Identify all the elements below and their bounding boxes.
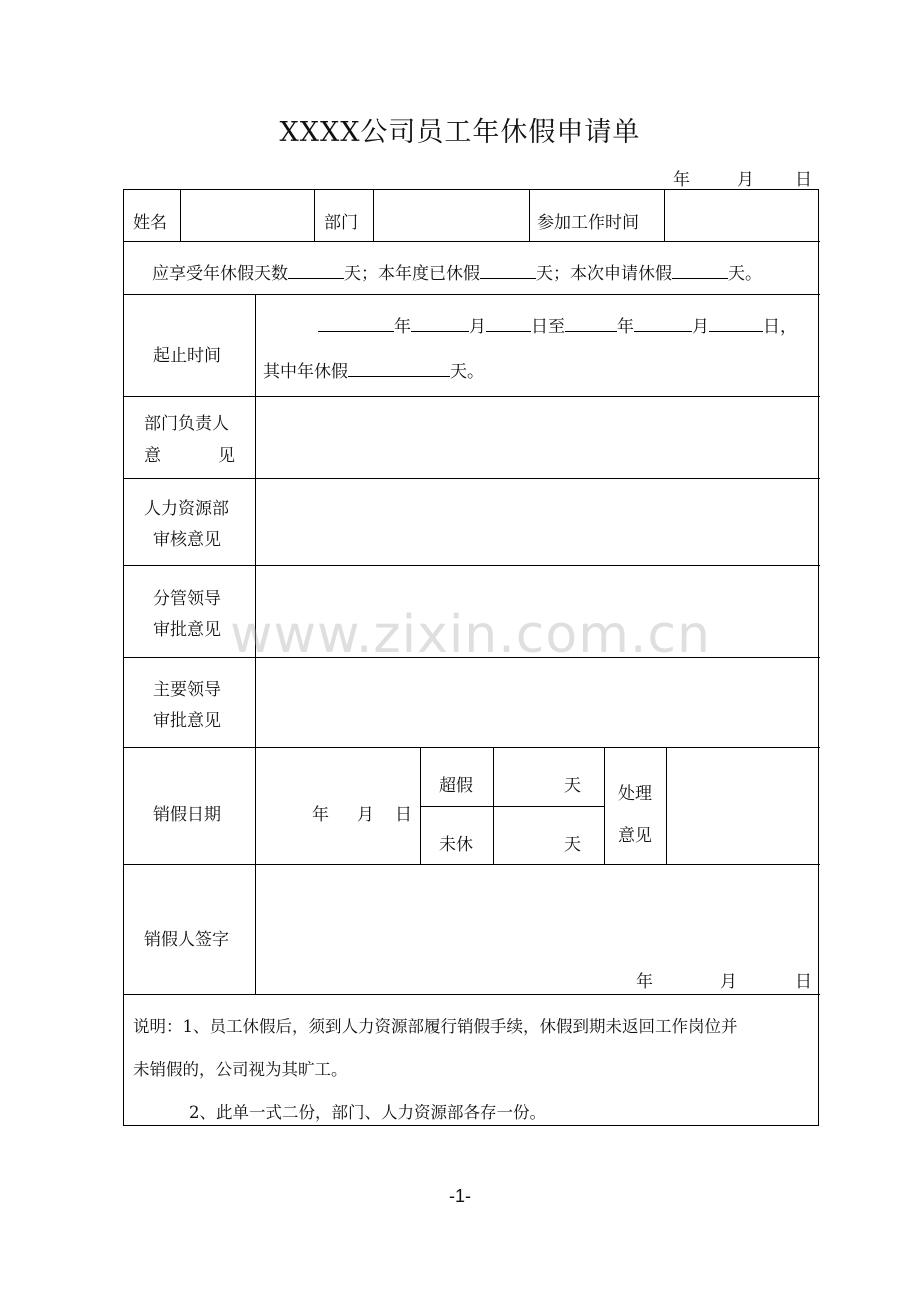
period-date-line xyxy=(318,317,797,336)
dept-head-label-line2b: 见 xyxy=(218,446,235,466)
chief-label-line1: 主要领导 xyxy=(153,680,221,700)
entitled-days-label: 应享受年休假天数 xyxy=(152,264,288,284)
request-days-label: 天；本次申请休假 xyxy=(536,264,672,284)
dept-head-opinion-field[interactable] xyxy=(257,398,818,476)
entitled-days-blank[interactable] xyxy=(288,264,344,279)
cancel-date-day: 日 xyxy=(395,805,412,825)
watermark: www.zixin.com.cn xyxy=(230,605,711,665)
header-date-year: 年 xyxy=(673,170,690,190)
signer-date-year: 年 xyxy=(636,972,653,992)
overdue-label: 超假 xyxy=(439,776,473,796)
header-date-day: 日 xyxy=(795,170,812,190)
header-date-month: 月 xyxy=(737,170,754,190)
start-year-unit: 年 xyxy=(394,317,411,337)
department-label: 部门 xyxy=(324,213,358,233)
unused-days-field[interactable] xyxy=(495,809,561,862)
name-label: 姓名 xyxy=(133,213,167,233)
used-days-label: 天；本年度已休假 xyxy=(344,264,480,284)
hr-opinion-field[interactable] xyxy=(257,480,818,563)
signer-date-day: 日 xyxy=(795,972,812,992)
request-days-blank[interactable] xyxy=(672,264,728,279)
overdue-days-field[interactable] xyxy=(495,750,561,804)
name-field[interactable] xyxy=(182,192,312,239)
start-day-blank[interactable] xyxy=(486,317,531,332)
handling-opinion-field[interactable] xyxy=(668,750,818,862)
hr-label-line1: 人力资源部 xyxy=(144,499,229,519)
note-line3: 2、此单一式二份，部门、人力资源部各存一份。 xyxy=(189,1103,546,1122)
handling-label-line1: 处理 xyxy=(618,784,652,804)
cancel-date-label: 销假日期 xyxy=(153,805,221,825)
period-label: 起止时间 xyxy=(153,346,221,366)
start-month-blank[interactable] xyxy=(411,317,469,332)
deputy-label-line2: 审批意见 xyxy=(153,620,221,640)
end-day-blank[interactable] xyxy=(709,317,763,332)
annual-leave-prefix: 其中年休假 xyxy=(263,362,348,382)
chief-label-line2: 审批意见 xyxy=(153,711,221,731)
annual-leave-line xyxy=(263,362,484,381)
form-title: XXXX公司员工年休假申请单 xyxy=(279,117,641,148)
dept-head-label-line2a: 意 xyxy=(144,446,161,466)
deputy-label-line1: 分管领导 xyxy=(153,589,221,609)
end-month-unit: 月 xyxy=(692,317,709,337)
end-year-unit: 年 xyxy=(617,317,634,337)
unused-unit: 天 xyxy=(564,835,581,855)
annual-leave-suffix: 天。 xyxy=(450,362,484,382)
overdue-unit: 天 xyxy=(564,776,581,796)
signer-date-month: 月 xyxy=(720,972,737,992)
note-line2: 未销假的，公司视为其旷工。 xyxy=(133,1060,348,1079)
days-unit-end: 天。 xyxy=(728,264,762,284)
page-number: -1- xyxy=(449,1186,471,1206)
cancel-date-month: 月 xyxy=(357,805,374,825)
start-month-unit: 月 xyxy=(469,317,486,337)
note-line1: 说明：1、员工休假后，须到人力资源部履行销假手续，休假到期未返回工作岗位并 xyxy=(133,1017,738,1036)
cancel-date-year: 年 xyxy=(312,805,329,825)
department-field[interactable] xyxy=(375,192,527,239)
used-days-blank[interactable] xyxy=(480,264,536,279)
dept-head-label-line1: 部门负责人 xyxy=(144,414,229,434)
handling-label-line2: 意见 xyxy=(618,826,652,846)
end-month-blank[interactable] xyxy=(634,317,692,332)
annual-leave-blank[interactable] xyxy=(348,362,450,377)
start-year-blank[interactable] xyxy=(318,317,394,332)
signer-label: 销假人签字 xyxy=(144,930,229,950)
signer-signature-field[interactable] xyxy=(257,867,818,967)
leave-days-line xyxy=(152,264,762,283)
end-year-blank[interactable] xyxy=(565,317,617,332)
hr-label-line2: 审核意见 xyxy=(153,530,221,550)
chief-opinion-field[interactable] xyxy=(257,659,818,745)
work-start-field[interactable] xyxy=(666,192,816,239)
end-day-unit: 日， xyxy=(763,317,797,337)
work-start-label: 参加工作时间 xyxy=(537,213,639,233)
start-day-unit: 日至 xyxy=(531,317,565,337)
unused-label: 未休 xyxy=(439,835,473,855)
